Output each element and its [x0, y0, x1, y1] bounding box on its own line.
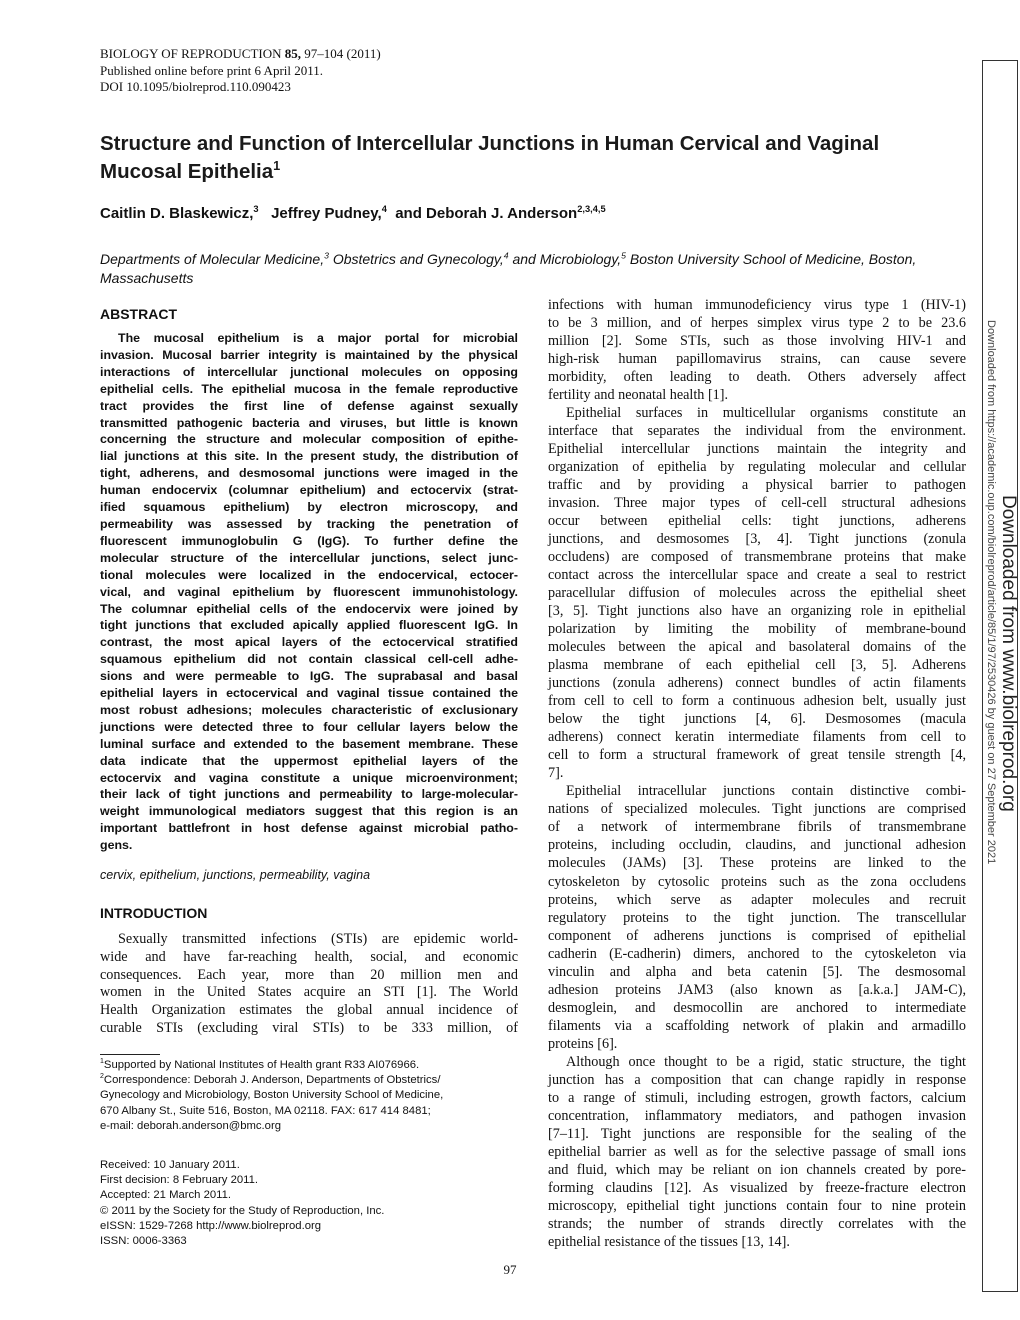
article-meta-line: Accepted: 21 March 2011. — [100, 1189, 232, 1202]
footnote-marker: 2 — [100, 1073, 104, 1081]
abstract-line: epithelial layers in ectocervical and vaginal tissue contained the — [100, 686, 518, 701]
abstract-line: ified squamous epithelium) by electron microscopy, and — [100, 500, 518, 515]
body-line: organization of epithelia by regulating molecular and cellular — [548, 459, 966, 476]
body-line: cadherin (E-cadherin) dimers, anchored to the cytoskeleton via — [548, 945, 966, 962]
author-affil: 3 — [253, 204, 259, 214]
author-name: Jeffrey Pudney, — [271, 205, 382, 222]
abstract-line: transmitted pathogenic bacteria and viruses, but little is known — [100, 415, 518, 430]
intro-line: curable STIs (excluding viral STIs) to be 333 million, of — [100, 1019, 518, 1036]
author-name: and Deborah J. Anderson — [395, 205, 578, 222]
body-line: proteins, which serve as adapter molecules and recruit — [548, 891, 966, 908]
body-line: junction has a composition that can change rapidly in response — [548, 1071, 966, 1088]
body-line: traffic and by providing a physical barrier to pathogen — [548, 477, 966, 494]
abstract-body — [100, 330, 518, 854]
abstract-line: tract provides the first line of defense against sexually — [100, 398, 518, 413]
body-line: molecules between the apical and basolateral domains of the — [548, 639, 966, 656]
footnote — [100, 1104, 520, 1119]
abstract-line: tional molecules were localized in the endocervical, ectocer- — [100, 567, 518, 582]
page-number: 97 — [503, 1262, 517, 1277]
abstract-line: most robust adhesions; molecules characteristic of exclusionary — [100, 702, 518, 717]
abstract-line: important battlefront in host defense against microbial patho- — [100, 821, 518, 836]
body-line: Epithelial intracellular junctions contain distinctive combi- — [566, 783, 966, 800]
body-paragraph — [548, 296, 966, 404]
intro-line: consequences. Each year, more than 20 million men and — [100, 966, 518, 983]
body-line: high-risk human papillomavirus strains, can cause severe — [548, 351, 966, 368]
journal-volume: 85, — [284, 46, 302, 61]
body-line: [3, 5]. Tight junctions also have an organizing role in epithelial — [548, 603, 966, 620]
abstract-line: luminal surface and extended to the basement membrane. These — [100, 736, 518, 751]
article-meta-line: eISSN: 1529-7268 http://www.biolreprod.org — [100, 1219, 322, 1232]
article-meta-line: © 2011 by the Society for the Study of Reproduction, Inc. — [100, 1204, 385, 1217]
footnotes — [100, 1058, 520, 1134]
footnote — [100, 1058, 520, 1073]
footnote-text: 670 Albany St., Suite 516, Boston, MA 02118. FAX: 617 414 8481; — [100, 1104, 431, 1117]
body-line: infections with human immunodeficiency virus type 1 (HIV-1) — [548, 297, 966, 313]
journal-pages: 97–104 (2011) — [304, 46, 381, 61]
journal-name: BIOLOGY OF REPRODUCTION — [100, 46, 282, 61]
body-line: occur between epithelial cells: tight junctions, adherens — [548, 513, 966, 530]
abstract-line: The columnar epithelial cells of the endocervix were joined by — [100, 601, 518, 616]
abstract-line: contrast, the most apical layers of the ectocervical stratified — [100, 635, 518, 650]
abstract-line: concerning the structure and molecular composition of epithe- — [100, 432, 518, 447]
body-line: paracellular diffusion of molecules across the epithelial sheet — [548, 585, 966, 602]
body-line: invasion. Three major types of cell-cell structural adhesions — [548, 495, 966, 512]
abstract-paragraph — [100, 330, 518, 854]
body-line: nations of specialized molecules. Tight junctions are comprised — [548, 801, 966, 818]
abstract-line: data indicate that the uppermost epithelial layers of the — [100, 753, 518, 768]
abstract-line: junctions were detected three to four cellular layers below the — [100, 719, 518, 734]
author-name: Caitlin D. Blaskewicz, — [100, 205, 254, 222]
abstract-line: fluorescent immunoglobulin G (IgG). To further define the — [100, 533, 518, 548]
article-meta-line: First decision: 8 February 2011. — [100, 1174, 259, 1187]
body-line: from cell to cell to form a continuous adhesion belt, usually just — [548, 693, 966, 710]
body-line: Although once thought to be a rigid, static structure, the tight — [566, 1053, 966, 1070]
abstract-line: their lack of tight junctions and permeability to large-molecular- — [100, 787, 518, 802]
affiliations — [100, 250, 950, 288]
body-line: to a range of stimuli, including estrogen, growth factors, calcium — [548, 1089, 966, 1106]
affil-text: and Microbiology, — [508, 251, 622, 267]
footnote-text: e-mail: deborah.anderson@bmc.org — [100, 1119, 282, 1132]
author — [271, 205, 387, 222]
body-line: fertility and neonatal health [1]. — [548, 387, 729, 404]
body-paragraph — [548, 404, 966, 782]
affil-text: Boston University School of Medicine, Boston, Massachusetts — [100, 251, 917, 286]
body-line: Epithelial surfaces in multicellular organisms constitute an — [566, 405, 966, 422]
body-line: component of adherens junctions is comprised of epithelial — [548, 927, 966, 944]
abstract-line: gens. — [100, 838, 133, 853]
abstract-line: ectocervix and vagina constitute a unique microenvironment; — [100, 770, 518, 785]
body-line: cytoskeleton by cytosolic proteins such as the zona occludens — [548, 873, 966, 890]
doi: DOI 10.1095/biolreprod.110.090423 — [100, 79, 291, 94]
keywords: cervix, epithelium, junctions, permeability, vagina — [100, 868, 371, 882]
affil-marker: 4 — [503, 250, 509, 261]
footnote-marker: 1 — [100, 1058, 104, 1066]
body-line: microscopy, epithelial tight junctions contain four to nine protein — [548, 1197, 966, 1214]
body-line: molecules (JAMs) [3]. These proteins are linked to the — [548, 855, 966, 872]
body-line: vinculin and alpha and beta catenin [5]. The desmosomal — [548, 963, 966, 980]
introduction-heading: INTRODUCTION — [100, 905, 208, 921]
footnote-text: Correspondence: Deborah J. Anderson, Departments of Obstetrics/ — [103, 1074, 441, 1087]
intro-line: wide and have far-reaching health, social, and economic — [100, 948, 518, 965]
abstract-line: molecular structure of the intercellular junctions, select junc- — [100, 550, 518, 565]
intro-paragraph — [100, 931, 518, 1038]
body-line: strands; the number of strands directly correlates with the — [548, 1215, 966, 1232]
body-line: polarization by limiting the mobility of membrane-bound — [548, 621, 966, 638]
download-watermark-link[interactable]: Downloaded from www.biolreprod.org — [998, 495, 1019, 812]
affil-text: Departments of Molecular Medicine, — [100, 251, 325, 267]
paper-title — [100, 130, 940, 186]
footnote — [100, 1088, 520, 1103]
footnote-text: Supported by National Institutes of Health grant R33 AI076966. — [103, 1059, 420, 1071]
affil-text: Obstetrics and Gynecology, — [328, 251, 504, 267]
article-meta — [100, 1158, 384, 1249]
body-line: [7–11]. Tight junctions are responsible for the sealing of the — [548, 1125, 966, 1142]
intro-line: Health Organization estimates the global annual incidence of — [100, 1002, 518, 1019]
title-text: Structure and Function of Intercellular Junctions in Human Cervical and Vaginal Mucosal Epithelia — [100, 132, 880, 183]
body-line: to be 3 million, and of herpes simplex virus type 2 to be 23.6 — [548, 315, 966, 332]
body-line: junctions, and desmosomes [3, 4]. Tight junctions (zonula — [548, 531, 966, 548]
introduction-body — [100, 931, 518, 1038]
body-line: interface that separates the individual from the environment. — [548, 423, 966, 440]
body-line: million [2]. Some STIs, such as those involving HIV-1 and — [548, 333, 966, 350]
article-meta-line: Received: 10 January 2011. — [100, 1159, 240, 1171]
body-line: contact across the intercellular space and create a seal to restrict — [548, 567, 966, 584]
body-line: epithelial barrier as well as for the selective passage of small ions — [548, 1143, 966, 1160]
body-line: adhesion proteins JAM3 (also known as [a.k.a.] JAM-C), — [548, 981, 966, 998]
body-line: forming claudins [12]. As visualized by freeze-fracture electron — [548, 1179, 966, 1196]
body-line: junctions (zonula adherens) connect bundles of actin filaments — [548, 675, 966, 692]
body-paragraph — [548, 782, 966, 1052]
abstract-line: The mucosal epithelium is a major portal for microbial — [118, 331, 518, 345]
right-column-body — [548, 296, 966, 1251]
author — [100, 205, 259, 222]
abstract-line: interactions of intercellular junctional molecules on opposing — [100, 364, 518, 379]
title-footnote-marker: 1 — [273, 158, 281, 174]
abstract-line: weight immunological mediators suggest that this region is an — [100, 804, 518, 819]
published-date: Published online before print 6 April 2011. — [100, 62, 324, 78]
abstract-line: epithelial cells. The epithelial mucosa in the female reproductive — [100, 381, 518, 396]
journal-header — [100, 46, 381, 96]
body-line: morbidity, often leading to death. Others adversely affect — [548, 369, 966, 386]
body-line: adherens) connect keratin intermediate filaments from cell to — [548, 729, 966, 746]
author-affil: 2,3,4,5 — [577, 204, 606, 214]
body-line: Epithelial intercellular junctions maintain the integrity and — [548, 441, 966, 458]
body-line: and fluid, which may be reliant on ion channels created by pore- — [548, 1161, 966, 1178]
body-line: filaments via a scaffolding network of plakin and armadillo — [548, 1017, 966, 1034]
body-line: proteins, including occludin, claudins, and junctional adhesion — [548, 837, 966, 854]
body-line: occludens) are composed of transmembrane proteins that make — [548, 549, 966, 566]
footnote — [100, 1119, 520, 1134]
body-line: desmoglein, and desmocollin are anchored to intermediate — [548, 999, 966, 1016]
abstract-line: sions and were permeable to IgG. The suprabasal and basal — [100, 669, 518, 684]
abstract-line: squamous epithelium did not contain classical cell-cell adhe- — [100, 652, 518, 667]
body-line: concentration, inflammatory mediators, and pathogen invasion — [548, 1107, 966, 1124]
footnote-text: Gynecology and Microbiology, Boston University School of Medicine, — [100, 1089, 444, 1102]
abstract-line: vical, and vaginal epithelium by fluorescent immunohistology. — [100, 584, 518, 599]
intro-line: Sexually transmitted infections (STIs) are epidemic world- — [118, 931, 518, 947]
download-watermark-small: Downloaded from https://academic.oup.com/biolreprod/article/85/1/97/2530426 by guest on 27 September 2021 — [985, 320, 997, 865]
footnote-divider — [100, 1054, 160, 1055]
abstract-heading: ABSTRACT — [100, 306, 177, 322]
body-line: 7]. — [548, 765, 564, 782]
body-line: regulatory proteins to the tight junction. The transcellular — [548, 909, 966, 926]
affil-marker: 3 — [324, 250, 329, 261]
author-affil: 4 — [381, 204, 387, 214]
abstract-line: lial junctions at this site. In the present study, the distribution of — [100, 449, 518, 464]
intro-line: women in the United States acquire an STI [1]. The World — [100, 984, 518, 1001]
body-line: epithelial resistance of the tissues [13, 14]. — [548, 1233, 790, 1250]
footnote — [100, 1073, 520, 1088]
body-line: cell to form a structural framework of great tensile strength [4, — [548, 747, 966, 764]
abstract-line: tight junctions that excluded apically applied fluorescent IgG. In — [100, 618, 518, 633]
body-line: plasma membrane of each epithelial cell [3, 5]. Adherens — [548, 657, 966, 674]
body-line: of a network of intermembrane fibrils of transmembrane — [548, 819, 966, 836]
author — [395, 205, 605, 222]
abstract-line: invasion. Mucosal barrier integrity is maintained by the physical — [100, 347, 518, 362]
author-list — [100, 205, 606, 222]
affil-marker: 5 — [621, 250, 626, 261]
body-line: below the tight junctions [4, 6]. Desmosomes (macula — [548, 711, 966, 728]
body-paragraph — [548, 1053, 966, 1251]
article-meta-line: ISSN: 0006-3363 — [100, 1235, 187, 1248]
abstract-line: human endocervix (columnar epithelium) and ectocervix (strat- — [100, 483, 518, 498]
body-line: proteins [6]. — [548, 1035, 618, 1052]
abstract-line: tight, adherens, and desmosomal junctions were imaged in the — [100, 466, 518, 481]
abstract-line: permeability was assessed by tracking the penetration of — [100, 516, 518, 531]
